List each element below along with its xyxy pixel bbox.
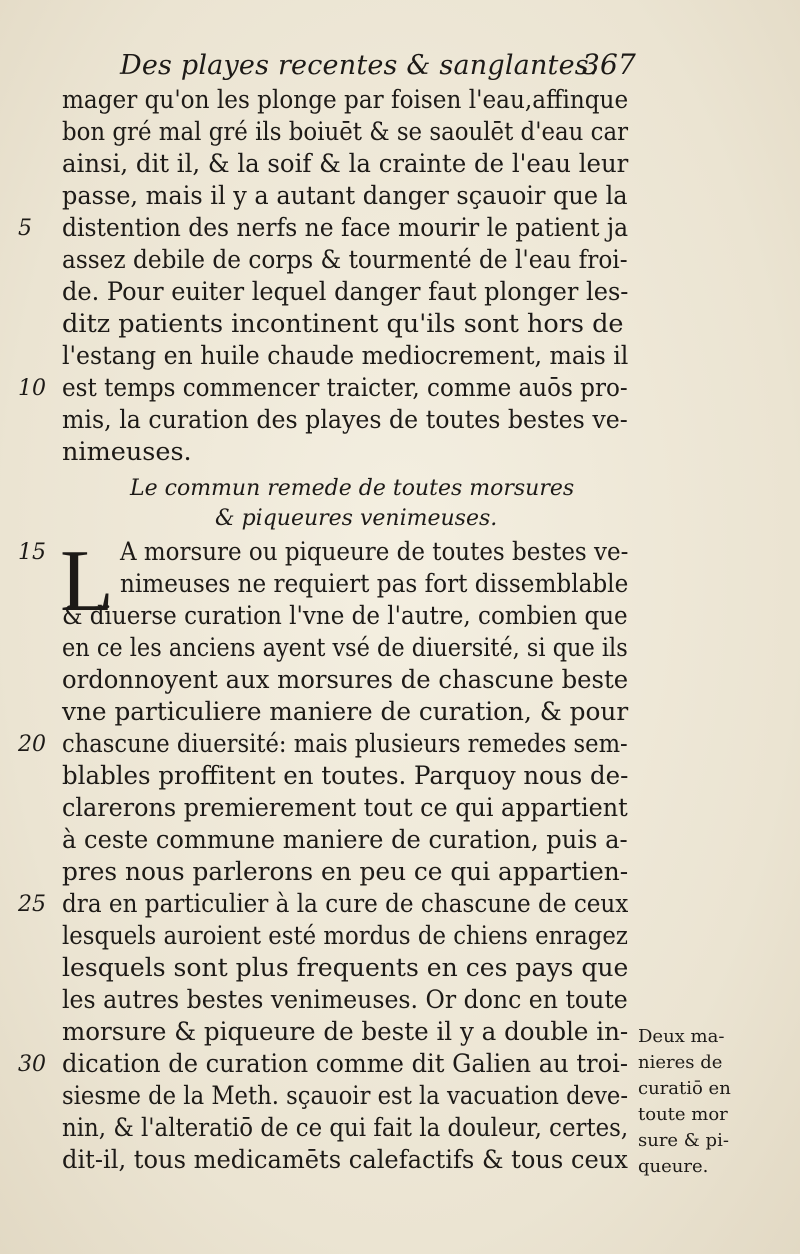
line-number: 5 (18, 216, 32, 241)
text-line: mis, la curation des playes de toutes bestes ve- (62, 405, 628, 435)
text-line: mager qu'on les plonge par foisen l'eau,affinque (62, 85, 629, 115)
text-line: vne particuliere maniere de curation, & pour (62, 697, 629, 727)
section-heading-line-1: Le commun remede de toutes morsures (130, 476, 575, 501)
text-line: clarerons premierement tout ce qui appartient (62, 793, 628, 823)
text-line: dra en particulier à la cure de chascune de ceux (62, 889, 629, 919)
text-line: lesquels sont plus frequents en ces pays que (62, 953, 629, 983)
text-line: lesquels auroient esté mordus de chiens enragez (62, 921, 628, 951)
line-number: 25 (18, 892, 46, 917)
text-line: & diuerse curation l'vne de l'autre, combien que (62, 601, 628, 631)
text-line: bon gré mal gré ils boiuēt & se saoulēt d'eau car (62, 117, 629, 147)
running-header (120, 48, 640, 88)
drop-cap: L (60, 533, 114, 630)
text-line: A morsure ou piqueure de toutes bestes ve- (120, 537, 629, 567)
text-line: les autres bestes venimeuses. Or donc en toute (62, 985, 628, 1015)
text-line: nimeuses. (62, 437, 192, 467)
text-line: ainsi, dit il, & la soif & la crainte de l'eau leur (62, 149, 629, 179)
text-line: l'estang en huile chaude mediocrement, mais il (62, 341, 629, 371)
page-number: 367 (582, 48, 637, 81)
margin-note-line: nieres de (638, 1052, 723, 1073)
text-line: passe, mais il y a autant danger sçauoir que la (62, 181, 628, 211)
running-title: Des playes recentes & sanglantes. (120, 50, 598, 81)
text-line: pres nous parlerons en peu ce qui appartien- (62, 857, 629, 887)
text-line: est temps commencer traicter, comme auōs pro- (62, 373, 628, 403)
line-number: 30 (18, 1052, 46, 1077)
text-line: dication de curation comme dit Galien au troi- (62, 1049, 628, 1079)
text-line: siesme de la Meth. sçauoir est la vacuation deve- (62, 1081, 628, 1111)
margin-note-line: Deux ma- (638, 1026, 725, 1047)
line-number: 15 (18, 540, 46, 565)
text-line: à ceste commune maniere de curation, puis a- (62, 825, 628, 855)
text-line: ditz patients incontinent qu'ils sont hors de (62, 309, 624, 339)
text-line: dit-il, tous medicamēts calefactifs & tous ceux (62, 1145, 628, 1175)
text-line: ordonnoyent aux morsures de chascune beste (62, 665, 629, 695)
text-line: assez debile de corps & tourmenté de l'eau froi- (62, 245, 628, 275)
margin-note-line: toute mor (638, 1104, 728, 1125)
margin-note-line: queure. (638, 1156, 709, 1177)
text-line: blables proffitent en toutes. Parquoy nous de- (62, 761, 629, 791)
line-number: 20 (18, 732, 46, 757)
text-line: chascune diuersité: mais plusieurs remedes sem- (62, 729, 628, 759)
text-line: distention des nerfs ne face mourir le patient ja (62, 213, 629, 243)
text-line: nimeuses ne requiert pas fort dissemblable (120, 569, 629, 599)
text-line: morsure & piqueure de beste il y a double in- (62, 1017, 629, 1047)
margin-note-line: sure & pi- (638, 1130, 729, 1151)
text-line: en ce les anciens ayent vsé de diuersité, si que ils (62, 633, 628, 663)
section-heading-line-2: & piqueures venimeuses. (215, 506, 498, 531)
text-line: de. Pour euiter lequel danger faut plonger les- (62, 277, 629, 307)
margin-note-line: curatiō en (638, 1078, 731, 1099)
line-number: 10 (18, 376, 46, 401)
text-line: nin, & l'alteratiō de ce qui fait la douleur, certes, (62, 1113, 629, 1143)
